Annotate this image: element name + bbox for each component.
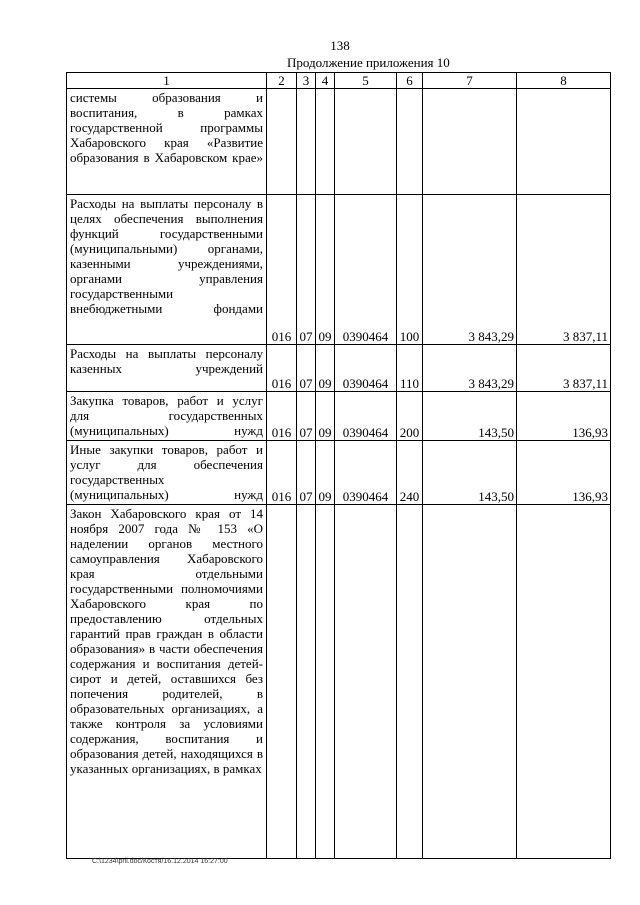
cell-target-code: 0390464 [335,441,397,505]
cell-amount-actual: 3 837,11 [517,345,611,392]
cell-amount-plan [423,89,517,195]
cell-ministry: 016 [267,392,297,441]
file-path-footer: C:\1234\pril.doc/Костя/16.12.2014 16:27:00 [92,858,228,865]
table-row [67,345,611,392]
row-description: системы образования и воспитания, в рамках государственной программы Хабаровского края «Развитие образования в Хабаровском крае» [67,89,267,195]
cell-target-code [335,89,397,195]
row-description: Закон Хабаровского края от 14 ноября 2007 года № 153 «О наделении органов местного самоуправления Хабаровского края отдельными государственными полномочиями Хабаровского края по предоставлению отдельных гарантий прав граждан в области образования» в части обеспечения содержания и воспитания детей-сирот и детей, оставшихся без попечения родителей, в образовательных организациях, а также контроля за условиями содержания, воспитания и образования детей, находящихся в указанных организациях, в рамках [67,505,267,859]
column-header: 3 [297,73,316,89]
cell-subsection: 09 [316,392,335,441]
column-header: 5 [335,73,397,89]
row-description: Расходы на выплаты персоналу казенных учреждений [67,345,267,392]
appendix-subtitle: Продолжение приложения 10 [287,55,450,70]
cell-section [297,505,316,859]
cell-ministry: 016 [267,441,297,505]
table-row [67,89,611,195]
cell-section: 07 [297,345,316,392]
cell-amount-plan: 3 843,29 [423,195,517,345]
row-description: Закупка товаров, работ и услуг для государственных (муниципальных) нужд [67,392,267,441]
column-header: 7 [423,73,517,89]
cell-expense-type: 110 [397,345,423,392]
column-header: 2 [267,73,297,89]
cell-target-code: 0390464 [335,392,397,441]
cell-subsection: 09 [316,441,335,505]
cell-amount-plan: 143,50 [423,441,517,505]
cell-subsection [316,89,335,195]
column-header: 1 [67,73,267,89]
cell-section: 07 [297,195,316,345]
column-header: 6 [397,73,423,89]
cell-amount-actual: 136,93 [517,441,611,505]
cell-amount-actual: 3 837,11 [517,195,611,345]
row-description: Расходы на выплаты персоналу в целях обеспечения выполнения функций государственными (муниципальными) органами, казенными учреждениями, органами управления государственными внебюджетными фондами [67,195,267,345]
cell-section [297,89,316,195]
cell-target-code [335,505,397,859]
cell-ministry [267,89,297,195]
cell-subsection: 09 [316,345,335,392]
row-description: Иные закупки товаров, работ и услуг для обеспечения государственных (муниципальных) нужд [67,441,267,505]
cell-ministry: 016 [267,195,297,345]
cell-amount-actual: 136,93 [517,392,611,441]
cell-ministry [267,505,297,859]
column-header: 8 [517,73,611,89]
table-row [67,505,611,859]
cell-amount-actual [517,89,611,195]
cell-amount-plan: 3 843,29 [423,345,517,392]
table-row [67,195,611,345]
cell-expense-type: 100 [397,195,423,345]
cell-expense-type [397,505,423,859]
cell-amount-actual [517,505,611,859]
cell-expense-type [397,89,423,195]
table-row [67,392,611,441]
cell-amount-plan: 143,50 [423,392,517,441]
cell-target-code: 0390464 [335,195,397,345]
table-row [67,441,611,505]
budget-table [66,72,611,859]
cell-expense-type: 240 [397,441,423,505]
column-header: 4 [316,73,335,89]
page-number: 138 [330,38,350,53]
cell-amount-plan [423,505,517,859]
cell-section: 07 [297,392,316,441]
cell-subsection: 09 [316,195,335,345]
cell-target-code: 0390464 [335,345,397,392]
cell-subsection [316,505,335,859]
cell-expense-type: 200 [397,392,423,441]
cell-section: 07 [297,441,316,505]
cell-ministry: 016 [267,345,297,392]
table-header-row [67,73,611,89]
